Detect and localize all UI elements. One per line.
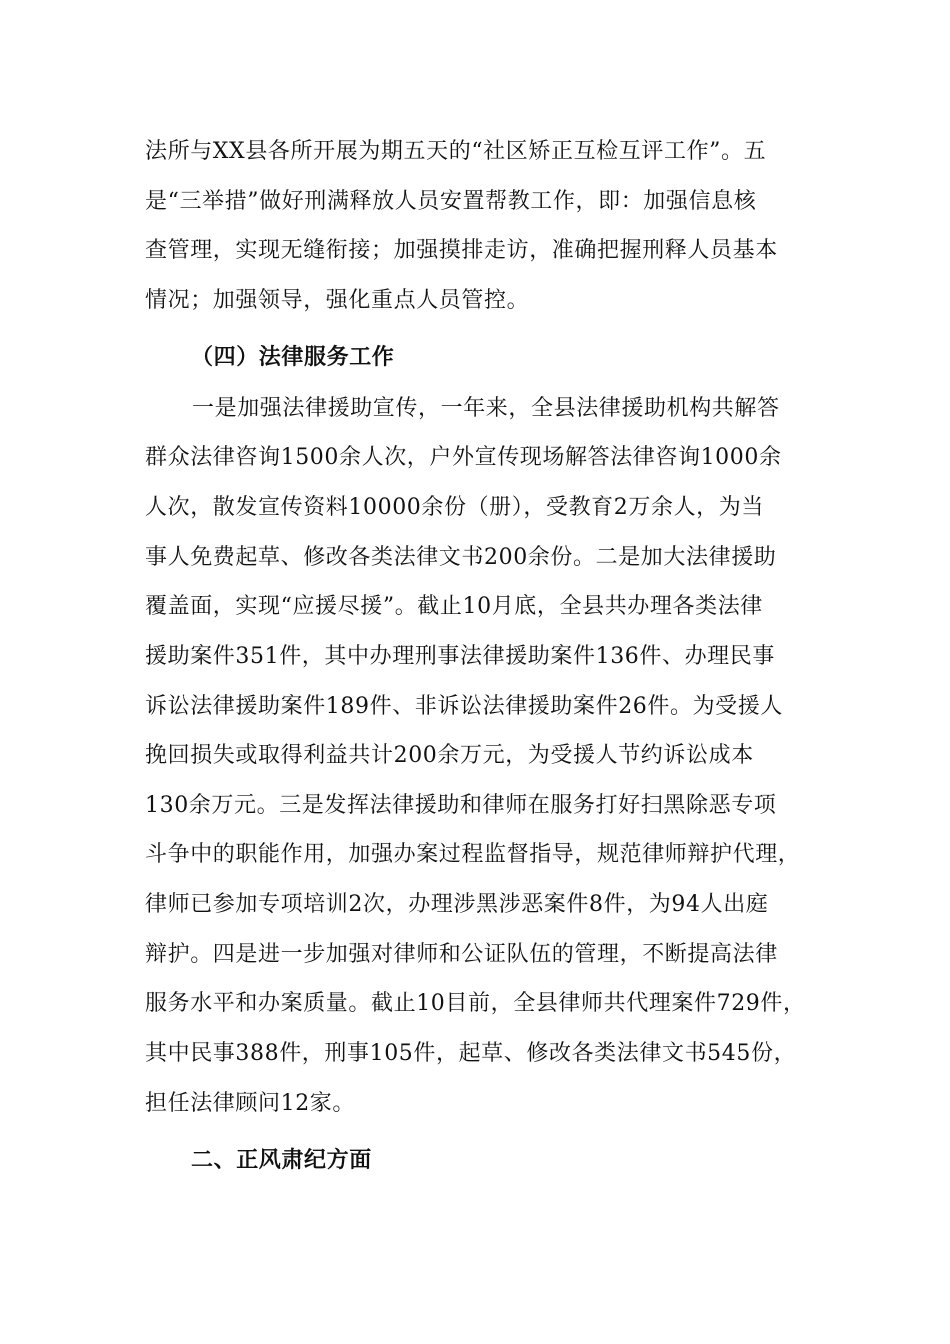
section-heading-discipline: 二、正风肃纪方面 [191,1147,372,1173]
paragraph-2-line-12: 辩护。四是进一步加强对律师和公证队伍的管理，不断提高法律 [145,942,778,967]
paragraph-2-line-13: 服务水平和办案质量。截止10目前，全县律师共代理案件729件， [145,991,806,1016]
paragraph-2-line-7: 诉讼法律援助案件189件、非诉讼法律援助案件26件。为受援人 [145,694,783,719]
paragraph-2-line-15: 担任法律顾问12家。 [145,1091,355,1116]
paragraph-2-line-14: 其中民事388件，刑事105件，起草、修改各类法律文书545份， [145,1041,797,1066]
paragraph-1-line-1: 法所与XX县各所开展为期五天的“社区矫正互检互评工作”。五 [145,139,767,164]
paragraph-2-line-10: 斗争中的职能作用，加强办案过程监督指导，规范律师辩护代理， [145,842,801,867]
paragraph-1-line-3: 查管理，实现无缝衔接；加强摸排走访，准确把握刑释人员基本 [145,238,778,263]
section-heading-legal-services: （四）法律服务工作 [191,344,395,370]
paragraph-2-line-1: 一是加强法律援助宣传，一年来，全县法律援助机构共解答 [192,396,780,421]
paragraph-1-line-2: 是“三举措”做好刑满释放人员安置帮教工作，即：加强信息核 [145,189,757,214]
paragraph-2-line-3: 人次，散发宣传资料10000余份（册），受教育2万余人，为当 [145,495,764,520]
paragraph-2-line-5: 覆盖面，实现“应援尽援”。截止10月底，全县共办理各类法律 [145,594,763,619]
paragraph-2-line-2: 群众法律咨询1500余人次，户外宣传现场解答法律咨询1000余 [145,445,782,470]
paragraph-2-line-4: 事人免费起草、修改各类法律文书200余份。二是加大法律援助 [145,545,777,570]
paragraph-2-line-11: 律师已参加专项培训2次，办理涉黑涉恶案件8件，为94人出庭 [145,892,769,917]
paragraph-2-line-8: 挽回损失或取得利益共计200余万元，为受援人节约诉讼成本 [145,743,754,768]
paragraph-1-line-4: 情况；加强领导，强化重点人员管控。 [145,288,530,313]
paragraph-2-line-6: 援助案件351件，其中办理刑事法律援助案件136件、办理民事 [145,644,775,669]
paragraph-2-line-9: 130余万元。三是发挥法律援助和律师在服务打好扫黑除恶专项 [145,793,777,818]
